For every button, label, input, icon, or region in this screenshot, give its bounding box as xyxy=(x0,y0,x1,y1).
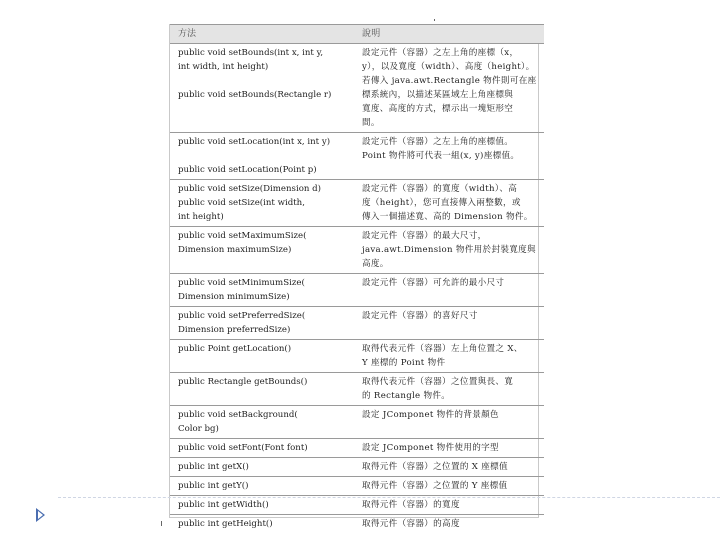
method-cell: public int getWidth() xyxy=(170,496,352,515)
method-cell: public int getX() xyxy=(170,458,352,477)
method-cell: public void setMaximumSize( Dimension maximumSize) xyxy=(170,227,352,274)
description-cell: 設定元件（容器）的最大尺寸， java.awt.Dimension 物件用於封裝寬度與 高度。 xyxy=(352,227,544,274)
description-cell: 設定 JComponet 物件的背景顏色 xyxy=(352,406,544,439)
description-cell: 設定 JComponet 物件使用的字型 xyxy=(352,439,544,458)
page-divider xyxy=(58,497,720,498)
description-cell: 取得元件（容器）之位置的 Y 座標值 xyxy=(352,477,544,496)
method-cell: public void setLocation(int x, int y) public void setLocation(Point p) xyxy=(170,133,352,180)
table-header-row xyxy=(170,25,544,44)
header-method: 方法 xyxy=(170,25,352,44)
description-cell: 取得代表元件（容器）左上角位置之 X、 Y 座標的 Point 物件 xyxy=(352,340,544,373)
method-cell: public void setBackground( Color bg) xyxy=(170,406,352,439)
table-row xyxy=(170,373,544,406)
table-row xyxy=(170,227,544,274)
page-mark xyxy=(434,19,435,21)
table-row xyxy=(170,307,544,340)
description-cell: 取得代表元件（容器）之位置與長、寬 的 Rectangle 物件。 xyxy=(352,373,544,406)
method-cell: public void setSize(Dimension d) public void setSize(int width, int height) xyxy=(170,180,352,227)
description-cell: 設定元件（容器）之左上角的座標值。 Point 物件將可代表一組(x, y)座標值。 xyxy=(352,133,544,180)
header-description: 說明 xyxy=(352,25,544,44)
description-cell: 設定元件（容器）可允許的最小尺寸 xyxy=(352,274,544,307)
description-cell: 取得元件（容器）的寬度 xyxy=(352,496,544,515)
description-cell: 設定元件（容器）的喜好尺寸 xyxy=(352,307,544,340)
methods-table xyxy=(170,24,544,533)
description-cell: 設定元件（容器）之左上角的座標（x， y），以及寬度（width）、高度（height）。 若傳入 java.awt.Rectangle 物件則可在座 標系統內，以描述某區域左上角座標與 寬度、高度的方式，標示出一塊矩形空 間。 xyxy=(352,44,544,133)
table-row xyxy=(170,44,544,133)
table-row xyxy=(170,340,544,373)
method-cell: public void setMinimumSize( Dimension minimumSize) xyxy=(170,274,352,307)
method-cell: public void setBounds(int x, int y, int width, int height) public void setBounds(Rectangle r) xyxy=(170,44,352,133)
cursor-mark xyxy=(161,521,162,526)
table-row xyxy=(170,458,544,477)
method-cell: public int getHeight() xyxy=(170,515,352,534)
method-cell: public void setPreferredSize( Dimension preferredSize) xyxy=(170,307,352,340)
table-row xyxy=(170,439,544,458)
table-row xyxy=(170,496,544,515)
description-cell: 取得元件（容器）的高度 xyxy=(352,515,544,534)
method-cell: public Rectangle getBounds() xyxy=(170,373,352,406)
table-row xyxy=(170,180,544,227)
method-cell: public void setFont(Font font) xyxy=(170,439,352,458)
play-arrow-inner-icon xyxy=(38,511,43,519)
table-row xyxy=(170,515,544,534)
method-cell: public int getY() xyxy=(170,477,352,496)
description-cell: 設定元件（容器）的寬度（width）、高 度（height），您可直接傳入兩整數，或 傳入一個描述寬、高的 Dimension 物件。 xyxy=(352,180,544,227)
table-row xyxy=(170,406,544,439)
document-page xyxy=(169,24,539,529)
method-cell: public Point getLocation() xyxy=(170,340,352,373)
table-row xyxy=(170,274,544,307)
table-row xyxy=(170,133,544,180)
description-cell: 取得元件（容器）之位置的 X 座標值 xyxy=(352,458,544,477)
table-row xyxy=(170,477,544,496)
